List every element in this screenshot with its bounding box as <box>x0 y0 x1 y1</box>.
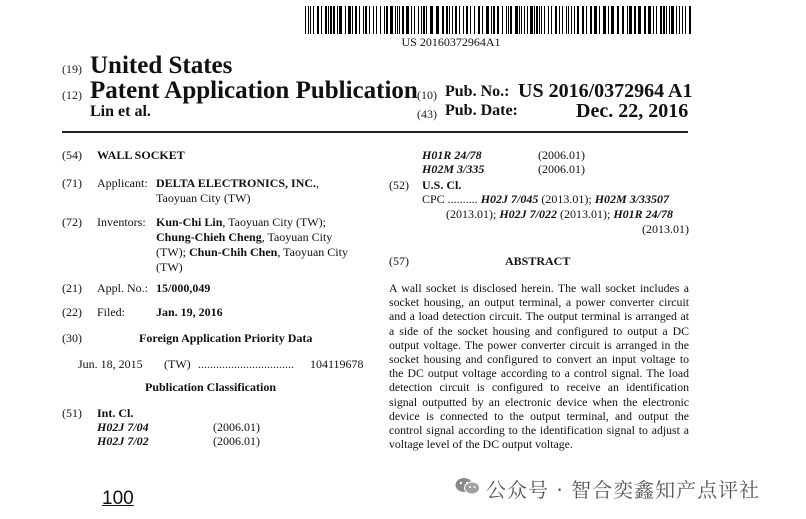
barcode-bar <box>508 6 509 34</box>
barcode-bar <box>376 6 377 34</box>
filed-label: Filed: <box>97 305 126 319</box>
barcode-bar <box>423 6 425 34</box>
barcode-bar <box>418 6 419 34</box>
barcode-bar <box>568 6 569 34</box>
barcode-bar <box>328 6 329 34</box>
barcode-bar <box>544 6 545 34</box>
cpc-class-3: H02J 7/022 <box>499 207 557 221</box>
barcode-bar <box>421 6 422 34</box>
barcode-bar <box>682 6 683 34</box>
barcode-bar <box>594 6 597 34</box>
int-cl-class: H01R 24/78 <box>422 148 482 162</box>
applicant-label: Applicant: <box>97 176 148 190</box>
inventors-block <box>156 215 381 275</box>
inventor-2-name: Chung-Chieh Cheng <box>156 230 262 244</box>
barcode-bar <box>611 6 614 34</box>
barcode-bar <box>459 6 460 34</box>
header-rule <box>62 131 688 133</box>
barcode-bar <box>426 6 427 34</box>
barcode-bar <box>402 6 404 34</box>
barcode-bar <box>676 6 677 34</box>
barcode-bar <box>352 6 353 34</box>
inid-code-12: (12) <box>62 88 82 102</box>
int-cl-version: (2006.01) <box>213 434 260 448</box>
int-cl-version: (2006.01) <box>213 420 260 434</box>
barcode-bar <box>482 6 483 34</box>
barcode-bar <box>638 6 641 34</box>
barcode <box>305 6 695 34</box>
barcode-bar <box>436 6 439 34</box>
priority-country: (TW) <box>164 357 191 371</box>
inid-code-21: (21) <box>62 281 82 295</box>
applicant-name: DELTA ELECTRONICS, INC. <box>156 176 317 190</box>
authors: Lin et al. <box>90 103 151 120</box>
barcode-bar <box>333 6 335 34</box>
barcode-bar <box>524 6 525 34</box>
barcode-bar <box>390 6 393 34</box>
barcode-bar <box>527 6 528 34</box>
inid-code-22: (22) <box>62 305 82 319</box>
barcode-bar <box>452 6 453 34</box>
pub-date: Dec. 22, 2016 <box>576 100 689 122</box>
barcode-bar <box>685 6 686 34</box>
barcode-bar <box>548 6 549 34</box>
barcode-bar <box>530 6 533 34</box>
barcode-bar <box>446 6 448 34</box>
barcode-bar <box>497 6 499 34</box>
barcode-bar <box>551 6 552 34</box>
barcode-bar <box>666 6 667 34</box>
barcode-bar <box>308 6 309 34</box>
barcode-bar <box>577 6 579 34</box>
publication-classification-heading: Publication Classification <box>145 380 277 394</box>
priority-dots: ................................ <box>198 357 294 371</box>
barcode-bar <box>599 6 600 34</box>
barcode-bar <box>562 6 563 34</box>
barcode-bar <box>656 6 657 34</box>
barcode-bar <box>679 6 680 34</box>
barcode-bar <box>539 6 540 34</box>
inventor-1-city: , Taoyuan City (TW); <box>222 215 326 229</box>
barcode-bar <box>541 6 542 34</box>
country-title: United States <box>90 52 233 79</box>
cpc-class-1: H02J 7/045 <box>480 192 539 206</box>
barcode-bar <box>395 6 396 34</box>
publication-type: Patent Application Publication <box>90 77 418 104</box>
cpc-year-2: (2013.01); <box>446 207 497 221</box>
barcode-bar <box>363 6 364 34</box>
page-number: 100 <box>102 488 134 509</box>
barcode-bar <box>627 6 628 34</box>
barcode-bar <box>582 6 584 34</box>
barcode-bar <box>359 6 360 34</box>
barcode-bar <box>644 6 646 34</box>
barcode-bar <box>671 6 674 34</box>
inid-code-54: (54) <box>62 148 82 162</box>
barcode-bar <box>369 6 370 34</box>
barcode-bar <box>339 6 342 34</box>
inventor-2-city-cont: (TW); <box>156 245 186 259</box>
barcode-bar <box>399 6 400 34</box>
barcode-bar <box>414 6 415 34</box>
barcode-bar <box>566 6 567 34</box>
barcode-bar <box>310 6 311 34</box>
barcode-bar <box>571 6 572 34</box>
inventor-1-name: Kun-Chi Lin <box>156 215 223 229</box>
barcode-bar <box>515 6 518 34</box>
pub-date-label: Pub. Date: <box>445 102 518 119</box>
barcode-bar <box>663 6 665 34</box>
barcode-bar <box>406 6 409 34</box>
inventor-3-city-cont: (TW) <box>156 260 183 274</box>
barcode-bar <box>521 6 522 34</box>
cpc-year-3: (2013.01); <box>560 207 611 221</box>
int-cl-version: (2006.01) <box>538 148 585 162</box>
barcode-bar <box>486 6 489 34</box>
foreign-priority-heading: Foreign Application Priority Data <box>139 331 313 345</box>
barcode-bar <box>317 6 319 34</box>
barcode-bar <box>555 6 557 34</box>
barcode-bar <box>559 6 560 34</box>
inid-code-51: (51) <box>62 406 82 420</box>
inventor-3-name: Chun-Chih Chen <box>188 245 278 259</box>
barcode-bar <box>313 6 314 34</box>
barcode-bar <box>669 6 670 34</box>
applicant-block <box>156 176 376 206</box>
invention-title: WALL SOCKET <box>97 148 185 162</box>
applicant-comma: , <box>316 176 320 190</box>
cpc-year-4: (2013.01) <box>642 222 689 236</box>
barcode-bar <box>384 6 385 34</box>
barcode-bar <box>380 6 381 34</box>
barcode-bar <box>502 6 503 34</box>
inventor-3-city: , Taoyuan City <box>277 245 348 259</box>
barcode-bar <box>617 6 619 34</box>
barcode-bar <box>397 6 398 34</box>
barcode-bar <box>449 6 450 34</box>
barcode-bar <box>442 6 444 34</box>
barcode-bar <box>373 6 374 34</box>
inid-code-52: (52) <box>389 178 409 192</box>
barcode-bar <box>463 6 464 34</box>
barcode-bar <box>622 6 624 34</box>
barcode-bar <box>653 6 654 34</box>
int-cl-class: H02J 7/04 <box>97 420 149 434</box>
wechat-icon <box>455 477 481 495</box>
us-cl-label: U.S. Cl. <box>422 178 462 192</box>
barcode-bar <box>536 6 538 34</box>
barcode-number: US 20160372964A1 <box>401 35 501 49</box>
barcode-bar <box>510 6 512 34</box>
pub-no: US 2016/0372964 A1 <box>518 80 693 102</box>
priority-number: 104119678 <box>310 357 364 371</box>
int-cl-class: H02M 3/335 <box>422 162 485 176</box>
barcode-bar <box>603 6 606 34</box>
barcode-bar <box>506 6 507 34</box>
inid-code-57: (57) <box>389 254 409 268</box>
barcode-bar <box>474 6 475 34</box>
barcode-bar <box>348 6 351 34</box>
barcode-bar <box>590 6 592 34</box>
abstract-heading: ABSTRACT <box>505 254 571 268</box>
inid-code-71: (71) <box>62 176 82 190</box>
barcode-bar <box>478 6 480 34</box>
barcode-bar <box>629 6 632 34</box>
barcode-bar <box>411 6 412 34</box>
cpc-label: CPC .......... <box>422 192 478 206</box>
barcode-bar <box>321 6 322 34</box>
cpc-class-2: H02M 3/33507 <box>594 192 670 206</box>
barcode-bar <box>689 6 691 34</box>
int-cl-version: (2006.01) <box>538 162 585 176</box>
barcode-bar <box>337 6 338 34</box>
int-cl-label: Int. Cl. <box>97 406 134 420</box>
priority-date: Jun. 18, 2015 <box>78 357 143 371</box>
inid-code-30: (30) <box>62 331 82 345</box>
barcode-bar <box>660 6 662 34</box>
barcode-bar <box>466 6 468 34</box>
inventors-label: Inventors: <box>97 215 146 229</box>
pub-no-label: Pub. No.: <box>445 83 510 100</box>
appl-no-label: Appl. No.: <box>97 281 148 295</box>
watermark-text: 公众号 · 智合奕鑫知产点评社 <box>486 478 761 502</box>
applicant-city: Taoyuan City (TW) <box>156 191 251 205</box>
barcode-bar <box>586 6 587 34</box>
cpc-year-1: (2013.01); <box>541 192 592 206</box>
barcode-bar <box>493 6 495 34</box>
cpc-block <box>422 192 689 237</box>
barcode-bar <box>491 6 492 34</box>
cpc-class-4: H01R 24/78 <box>613 207 673 221</box>
barcode-bar <box>470 6 471 34</box>
appl-no: 15/000,049 <box>156 281 211 295</box>
barcode-bar <box>430 6 433 34</box>
barcode-bar <box>534 6 535 34</box>
int-cl-class: H02J 7/02 <box>97 434 149 448</box>
barcode-bar <box>325 6 327 34</box>
barcode-bar <box>519 6 520 34</box>
inid-code-72: (72) <box>62 215 82 229</box>
inid-code-10: (10) <box>417 88 437 102</box>
inventor-2-city: , Taoyuan City <box>261 230 333 244</box>
barcode-bar <box>365 6 367 34</box>
barcode-bar <box>574 6 575 34</box>
barcode-bar <box>608 6 609 34</box>
barcode-bar <box>455 6 457 34</box>
abstract-text: A wall socket is disclosed herein. The wall socket includes a socket housing, an output terminal, a power converter circuit and a load detection circuit. The output terminal is arranged at a side of the socket housing and configured to output a DC output voltage. The power converter circuit is arranged in the socket housing and configured to convert an input voltage to the DC output voltage according to a control signal. The load detection circuit is configured to receive an identification signal outputted by an electronic device when the electronic device is connected to the output terminal, and output the control signal according to the identification signal to adjust a voltage level of the DC output voltage. <box>389 281 689 452</box>
filed-date: Jan. 19, 2016 <box>156 305 223 319</box>
inid-code-43: (43) <box>417 107 437 121</box>
barcode-bar <box>330 6 332 34</box>
barcode-bar <box>386 6 388 34</box>
barcode-bar <box>355 6 357 34</box>
inid-code-19: (19) <box>62 62 82 76</box>
barcode-bar <box>648 6 651 34</box>
barcode-bar <box>634 6 636 34</box>
barcode-bar <box>305 6 306 34</box>
barcode-bar <box>345 6 346 34</box>
